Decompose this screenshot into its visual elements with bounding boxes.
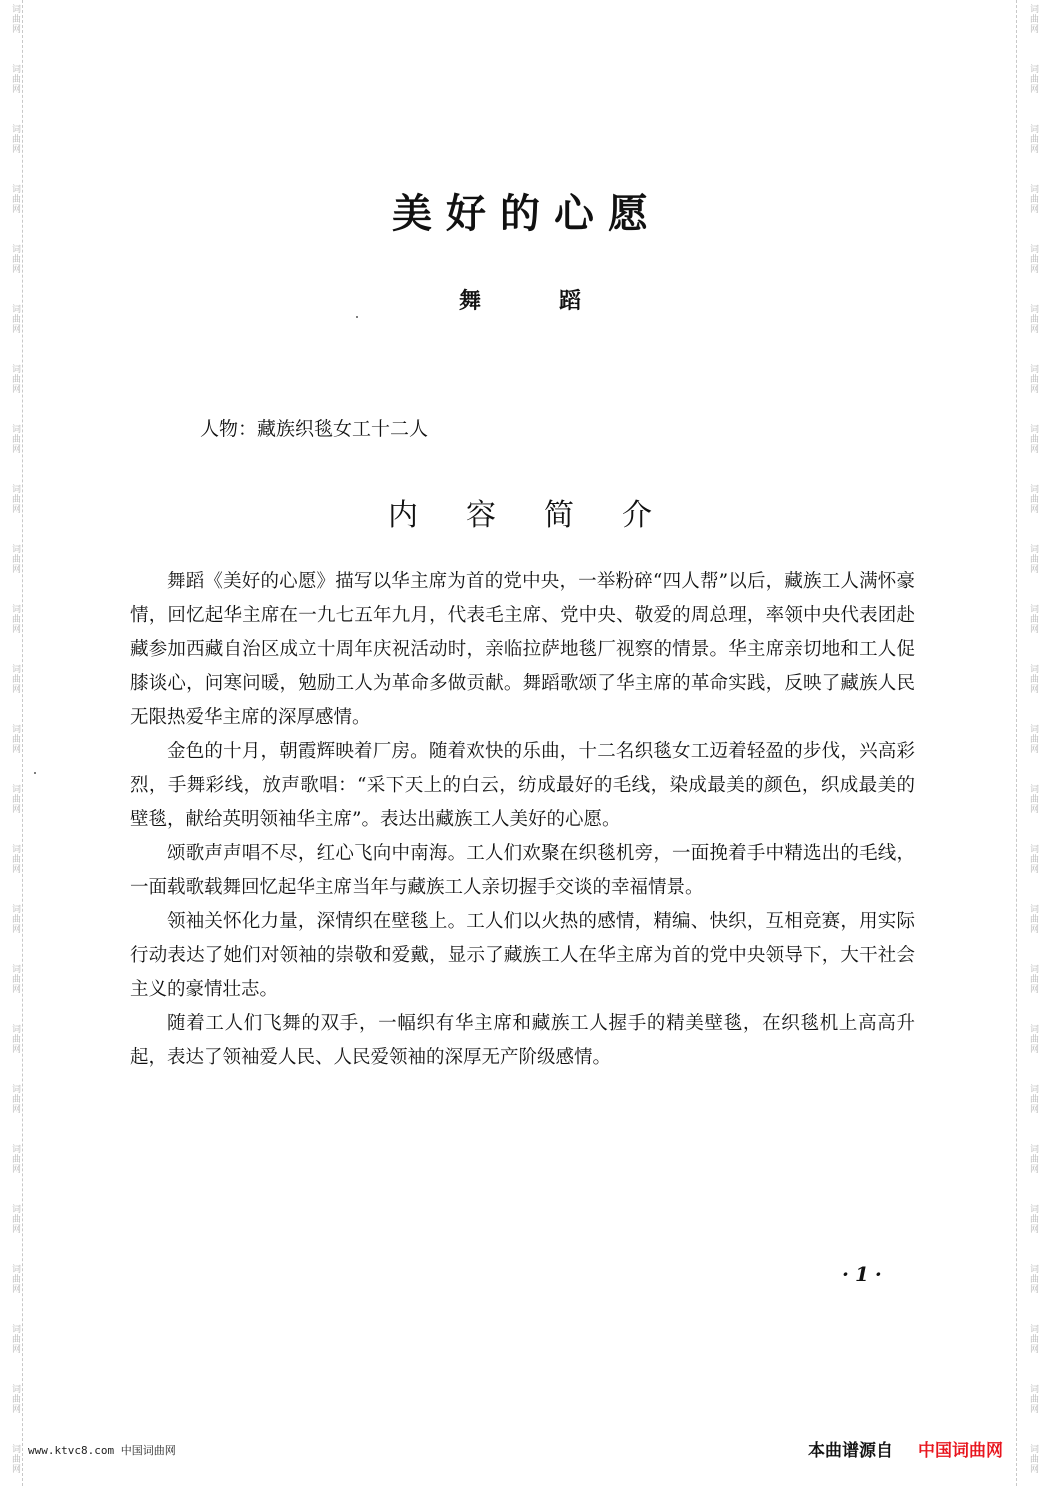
watermark-label: 词曲网: [1028, 484, 1038, 514]
watermark-label: 词曲网: [1028, 64, 1038, 94]
watermark-label: 词曲网: [10, 784, 20, 814]
footer-source-site-link[interactable]: 中国词曲网: [918, 1441, 1003, 1461]
watermark-label: 词曲网: [10, 724, 20, 754]
watermark-label: 词曲网: [1028, 4, 1038, 34]
watermark-label: 词曲网: [10, 844, 20, 874]
footer-source-label: 本曲谱源自: [808, 1441, 893, 1461]
page-number: ·1·: [842, 1262, 888, 1286]
watermark-label: 词曲网: [1028, 604, 1038, 634]
watermark-label: 词曲网: [1028, 1144, 1038, 1174]
watermark-label: 词曲网: [10, 124, 20, 154]
watermark-label: 词曲网: [10, 184, 20, 214]
watermark-label: 词曲网: [1028, 1084, 1038, 1114]
watermark-label: 词曲网: [10, 304, 20, 334]
watermark-label: 词曲网: [10, 664, 20, 694]
watermark-label: 词曲网: [1028, 304, 1038, 334]
footer-url-site: 中国词曲网: [120, 1444, 176, 1457]
print-speck: [34, 772, 36, 774]
page-title: 美好的心愿: [392, 190, 662, 237]
watermark-label: 词曲网: [10, 1384, 20, 1414]
print-speck: [356, 316, 358, 318]
paragraph: 颂歌声声唱不尽，红心飞向中南海。工人们欢聚在织毯机旁，一面挽着手中精选出的毛线，一面载歌载舞回忆起华主席当年与藏族工人亲切握手交谈的幸福情景。: [130, 843, 915, 898]
watermark-label: 词曲网: [1028, 1204, 1038, 1234]
watermark-label: 词曲网: [10, 1144, 20, 1174]
paragraph: 舞蹈《美好的心愿》描写以华主席为首的党中央，一举粉碎“四人帮”以后，藏族工人满怀豪情，回忆起华主席在一九七五年九月，代表毛主席、党中央、敬爱的周总理，率领中央代表团赴藏参加西藏自治区成立十周年庆祝活动时，亲临拉萨地毯厂视察的情景。华主席亲切地和工人促膝谈心，问寒问暖，勉励工人为革命多做贡献。舞蹈歌颂了华主席的革命实践，反映了藏族人民无限热爱华主席的深厚感情。: [130, 571, 915, 728]
characters-line: 人物：藏族织毯女工十二人: [200, 418, 429, 440]
watermark-label: 词曲网: [1028, 1024, 1038, 1054]
watermark-label: 词曲网: [1028, 784, 1038, 814]
watermark-label: 词曲网: [1028, 124, 1038, 154]
synopsis-body: [130, 565, 915, 1075]
watermark-label: 词曲网: [10, 1084, 20, 1114]
watermark-label: 词曲网: [10, 484, 20, 514]
watermark-label: 词曲网: [1028, 544, 1038, 574]
watermark-label: 词曲网: [10, 424, 20, 454]
watermark-label: 词曲网: [1028, 1324, 1038, 1354]
footer-url[interactable]: [28, 1442, 176, 1458]
watermark-label: 词曲网: [1028, 364, 1038, 394]
watermark-label: 词曲网: [10, 64, 20, 94]
watermark-label: 词曲网: [1028, 844, 1038, 874]
watermark-label: 词曲网: [10, 244, 20, 274]
watermark-label: 词曲网: [1028, 1384, 1038, 1414]
watermark-label: 词曲网: [10, 904, 20, 934]
watermark-label: 词曲网: [1028, 1444, 1038, 1474]
watermark-label: 词曲网: [10, 1024, 20, 1054]
watermark-label: 词曲网: [10, 544, 20, 574]
watermark-label: 词曲网: [10, 364, 20, 394]
watermark-label: 词曲网: [1028, 244, 1038, 274]
watermark-label: 词曲网: [1028, 664, 1038, 694]
footer-url-domain: www.ktvc8.com: [28, 1444, 115, 1457]
watermark-label: 词曲网: [10, 4, 20, 34]
watermark-label: 词曲网: [1028, 724, 1038, 754]
watermark-label: 词曲网: [10, 1204, 20, 1234]
watermark-label: 词曲网: [1028, 1264, 1038, 1294]
watermark-label: 词曲网: [10, 1264, 20, 1294]
watermark-label: 词曲网: [10, 1444, 20, 1474]
watermark-label: 词曲网: [10, 1324, 20, 1354]
watermark-label: 词曲网: [10, 964, 20, 994]
paragraph: 领袖关怀化力量，深情织在壁毯上。工人们以火热的感情，精编、快织，互相竞赛，用实际行动表达了她们对领袖的崇敬和爱戴，显示了藏族工人在华主席为首的党中央领导下，大干社会主义的豪情壮志。: [130, 911, 915, 1000]
paragraph: 随着工人们飞舞的双手，一幅织有华主席和藏族工人握手的精美壁毯，在织毯机上高高升起，表达了领袖爱人民、人民爱领袖的深厚无产阶级感情。: [130, 1013, 915, 1068]
watermark-label: 词曲网: [1028, 424, 1038, 454]
page-subtitle: 舞蹈: [458, 289, 659, 314]
watermark-label: 词曲网: [1028, 184, 1038, 214]
watermark-label: 词曲网: [1028, 964, 1038, 994]
section-title: 内容简介: [388, 498, 700, 533]
watermark-label: 词曲网: [1028, 904, 1038, 934]
watermark-label: 词曲网: [10, 604, 20, 634]
paragraph: 金色的十月，朝霞辉映着厂房。随着欢快的乐曲，十二名织毯女工迈着轻盈的步伐，兴高彩烈，手舞彩线，放声歌唱：“采下天上的白云，纺成最好的毛线，染成最美的颜色，织成最美的壁毯，献给英明领袖华主席”。表达出藏族工人美好的心愿。: [130, 741, 915, 830]
